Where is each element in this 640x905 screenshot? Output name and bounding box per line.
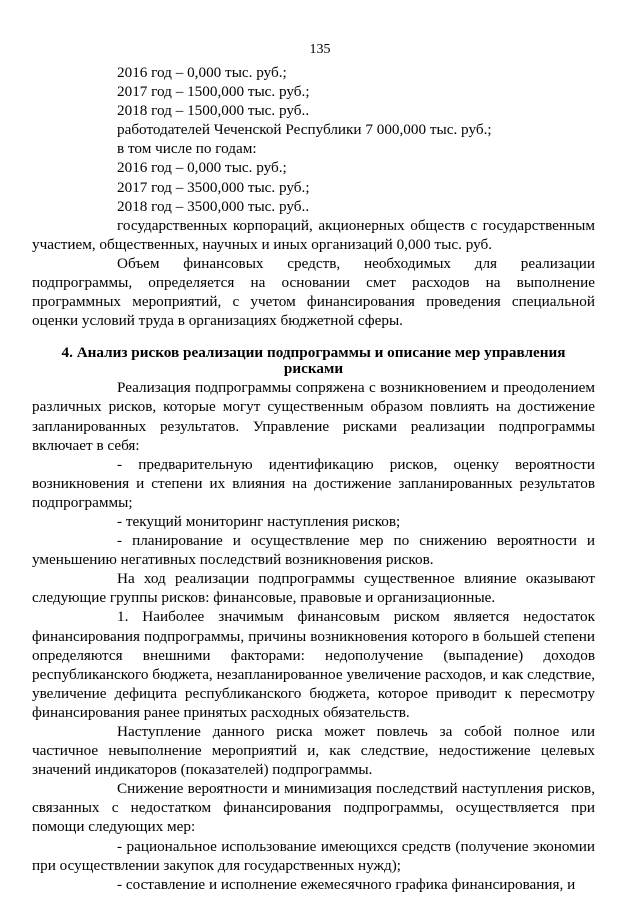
paragraph-reduction: Снижение вероятности и минимизация последствий наступления рисков, связанных с недостатком финансирования подпрограммы, осуществляется при помощи следующих мер:: [32, 780, 595, 836]
paragraph-corporations: государственных корпораций, акционерных обществ с государственным участием, общественных, научных и иных организаций 0,000 тыс. руб.: [32, 216, 595, 253]
funding-line: 2017 год – 1500,000 тыс. руб.;: [117, 83, 310, 101]
funding-line: работодателей Чеченской Республики 7 000,000 тыс. руб.;: [117, 121, 492, 139]
list-item: - рациональное использование имеющихся средств (получение экономии при осуществлении закупок для государственных нужд);: [32, 837, 595, 874]
document-body: [32, 63, 595, 894]
funding-line: в том числе по годам:: [117, 140, 257, 158]
funding-line: 2018 год – 1500,000 тыс. руб..: [117, 102, 310, 120]
list-item: - планирование и осуществление мер по снижению вероятности и уменьшению негативных последствий возникновения рисков.: [32, 532, 595, 569]
paragraph-risk-1: 1. Наиболее значимым финансовым риском является недостаток финансирования подпрограммы, причины возникновения которого в большей степени определяются внешними факторами: недополучение (выпадение) доходов республиканского бюджета, незапланированное увеличение расходов, и как следствие, увеличение дефицита республиканского бюджета, которое приводит к пересмотру финансирования ранее принятых расходных обязательств.: [32, 608, 595, 721]
list-item: - предварительную идентификацию рисков, оценку вероятности возникновения и степени их влияния на достижение запланированных результатов подпрограммы;: [32, 455, 595, 511]
funding-line: 2018 год – 3500,000 тыс. руб..: [117, 197, 310, 215]
paragraph-course: На ход реализации подпрограммы существенное влияние оказывают следующие группы рисков: финансовые, правовые и организационные.: [32, 570, 595, 607]
list-item: - составление и исполнение ежемесячного графика финансирования, и: [117, 875, 576, 893]
funding-line: 2016 год – 0,000 тыс. руб.;: [117, 159, 287, 177]
section-heading: 4. Анализ рисков реализации подпрограммы и описание мер управления рисками: [61, 344, 566, 377]
funding-line: 2016 год – 0,000 тыс. руб.;: [117, 64, 287, 81]
page-number: 135: [309, 42, 331, 57]
funding-line: 2017 год – 3500,000 тыс. руб.;: [117, 178, 310, 196]
list-item: - текущий мониторинг наступления рисков;: [117, 512, 401, 530]
paragraph-occurrence: Наступление данного риска может повлечь за собой полное или частичное невыполнение мероприятий и, как следствие, недостижение целевых значений индикаторов (показателей) подпрограммы.: [32, 723, 595, 779]
paragraph-volume: Объем финансовых средств, необходимых для реализации подпрограммы, определяется на основании смет расходов на выполнение программных мероприятий, с учетом финансирования проведения специальной оценки условий труда в организациях бюджетной сферы.: [32, 254, 595, 330]
paragraph-realization: Реализация подпрограммы сопряжена с возникновением и преодолением различных рисков, которые могут существенным образом повлиять на достижение запланированных результатов. Управление рисками реализации подпрограммы включает в себя:: [32, 379, 595, 454]
